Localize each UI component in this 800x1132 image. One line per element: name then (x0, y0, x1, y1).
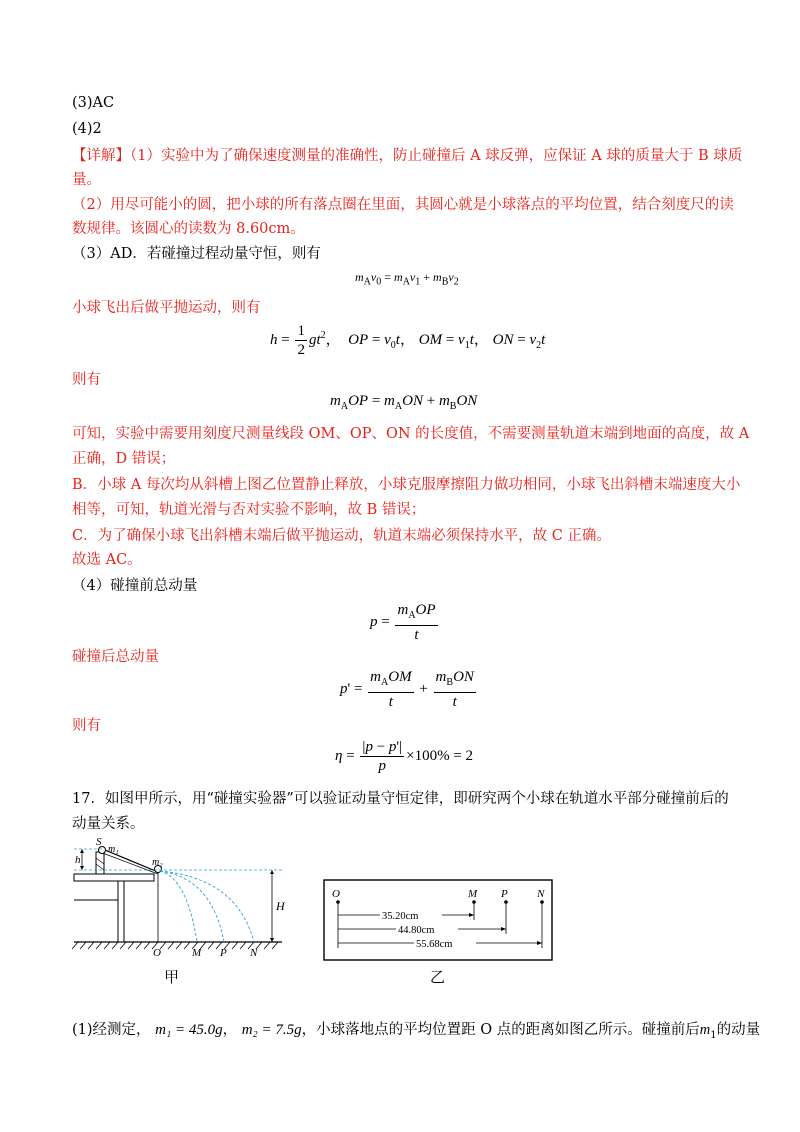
equation-eta: η = $\frac{|p - p'|}{p}$ ×100% = 2 (335, 739, 474, 774)
answer-4: (4)2 (72, 121, 102, 137)
yi-dist-ON: 55.68cm (416, 939, 453, 950)
sub1-end: 的动量 (716, 1022, 761, 1038)
label-M: M (192, 947, 202, 959)
equation-projectile: h = $\frac{1}{2}$ $gt^2$， OP = $v_0t$， OM = $v_1t$， ON = $v_2t$ (270, 323, 546, 358)
question17-line2: 动量关系。 (72, 816, 145, 832)
figure-yi (318, 874, 558, 966)
equation-p-before: p = $\frac{m_AOP}{t}$ (370, 602, 436, 643)
answer-3: (3)AC (72, 95, 115, 111)
equation-distance: $m_AOP = m_AON + m_BON$ (330, 393, 478, 412)
label-s: S (96, 838, 102, 848)
label-h: h (75, 854, 81, 866)
explanation-choose: 故选 AC。 (72, 552, 142, 568)
yi-label-P: P (501, 888, 508, 900)
equation-p-after: p' = $\frac{m_AOM}{t}$ + $\frac{m_BON}{t}$ (340, 669, 474, 710)
equation-momentum: $m_Av_0 = m_Av_1 + m_Bv_2$ (355, 270, 459, 288)
label-O: O (153, 947, 161, 959)
explanation-pB: B．小球 A 每次均从斜槽上图乙位置静止释放，小球克服摩擦阻力做功相同，小球飞出斜槽末端速度大小 (72, 477, 741, 493)
explanation-p1-cont: 量。 (72, 172, 101, 188)
caption-yi: 乙 (430, 968, 446, 986)
figure-jia (72, 838, 292, 978)
sub1-m1-inline: m (699, 1022, 711, 1038)
caption-jia: 甲 (164, 968, 180, 986)
explanation-p3: （3）AD．若碰撞过程动量守恒，则有 (72, 246, 321, 262)
label-P: P (220, 947, 227, 959)
label-m2: m₂ (152, 857, 163, 868)
label-N: N (250, 947, 258, 959)
explanation-pC: C．为了确保小球飞出斜槽末端后做平抛运动，轨道末端必须保持水平，故 C 正确。 (72, 528, 611, 544)
explanation-pB-cont: 相等，可知，轨道光滑与否对实验不影响，故 B 错误； (72, 502, 426, 518)
label-m1: m₁ (108, 844, 119, 855)
explanation-p1-text: （1）实验中为了确保速度测量的准确性，防止碰撞后 A 球反弹，应保证 A 球的质量大于 B 球质 (130, 148, 743, 164)
yi-dist-OP: 44.80cm (398, 925, 435, 936)
explanation-then1: 则有 (72, 372, 101, 388)
question17-line1: 17．如图甲所示，用“碰撞实验器”可以验证动量守恒定律，即研究两个小球在轨道水平部分碰撞前后的 (72, 791, 729, 807)
sub1-post: ，小球落地点的平均位置距 O 点的距离如图乙所示。碰撞前后 (301, 1022, 700, 1038)
explanation-p3b: 小球飞出后做平抛运动，则有 (72, 300, 261, 316)
sub1-m1: m₁ = 45.0g (155, 1022, 223, 1038)
yi-label-O: O (332, 888, 340, 900)
explanation-p4: 可知，实验中需要用刻度尺测量线段 OM、OP、ON 的长度值，不需要测量轨道末端到地面的高度，故 A (72, 426, 750, 442)
yi-dist-OM: 35.20cm (382, 911, 419, 922)
explanation-p4-cont: 正确，D 错误； (72, 451, 176, 467)
explanation-tag: 【详解】 (72, 148, 130, 164)
explanation-then2: 则有 (72, 718, 101, 734)
explanation-p1 (72, 146, 742, 166)
yi-label-M: M (468, 888, 478, 900)
yi-label-N: N (537, 888, 545, 900)
sub1-m2: m₂ = 7.5g (241, 1022, 302, 1038)
explanation-after: 碰撞后总动量 (72, 649, 159, 665)
question17-sub1: (1)经测定， m₁ = 45.0g， m₂ = 7.5g，小球落地点的平均位置距 O 点的距离如图乙所示。碰撞前后$m_1$的动量 (72, 1022, 761, 1041)
explanation-p5: （4）碰撞前总动量 (72, 578, 198, 594)
label-H: H (276, 899, 285, 913)
explanation-p2-cont: 数规律。该圆心的读数为 8.60cm。 (72, 221, 305, 237)
explanation-p2: （2）用尽可能小的圆，把小球的所有落点圈在里面，其圆心就是小球落点的平均位置，结合刻度尺的读 (72, 197, 734, 213)
sub1-pre: (1)经测定， (72, 1022, 151, 1038)
